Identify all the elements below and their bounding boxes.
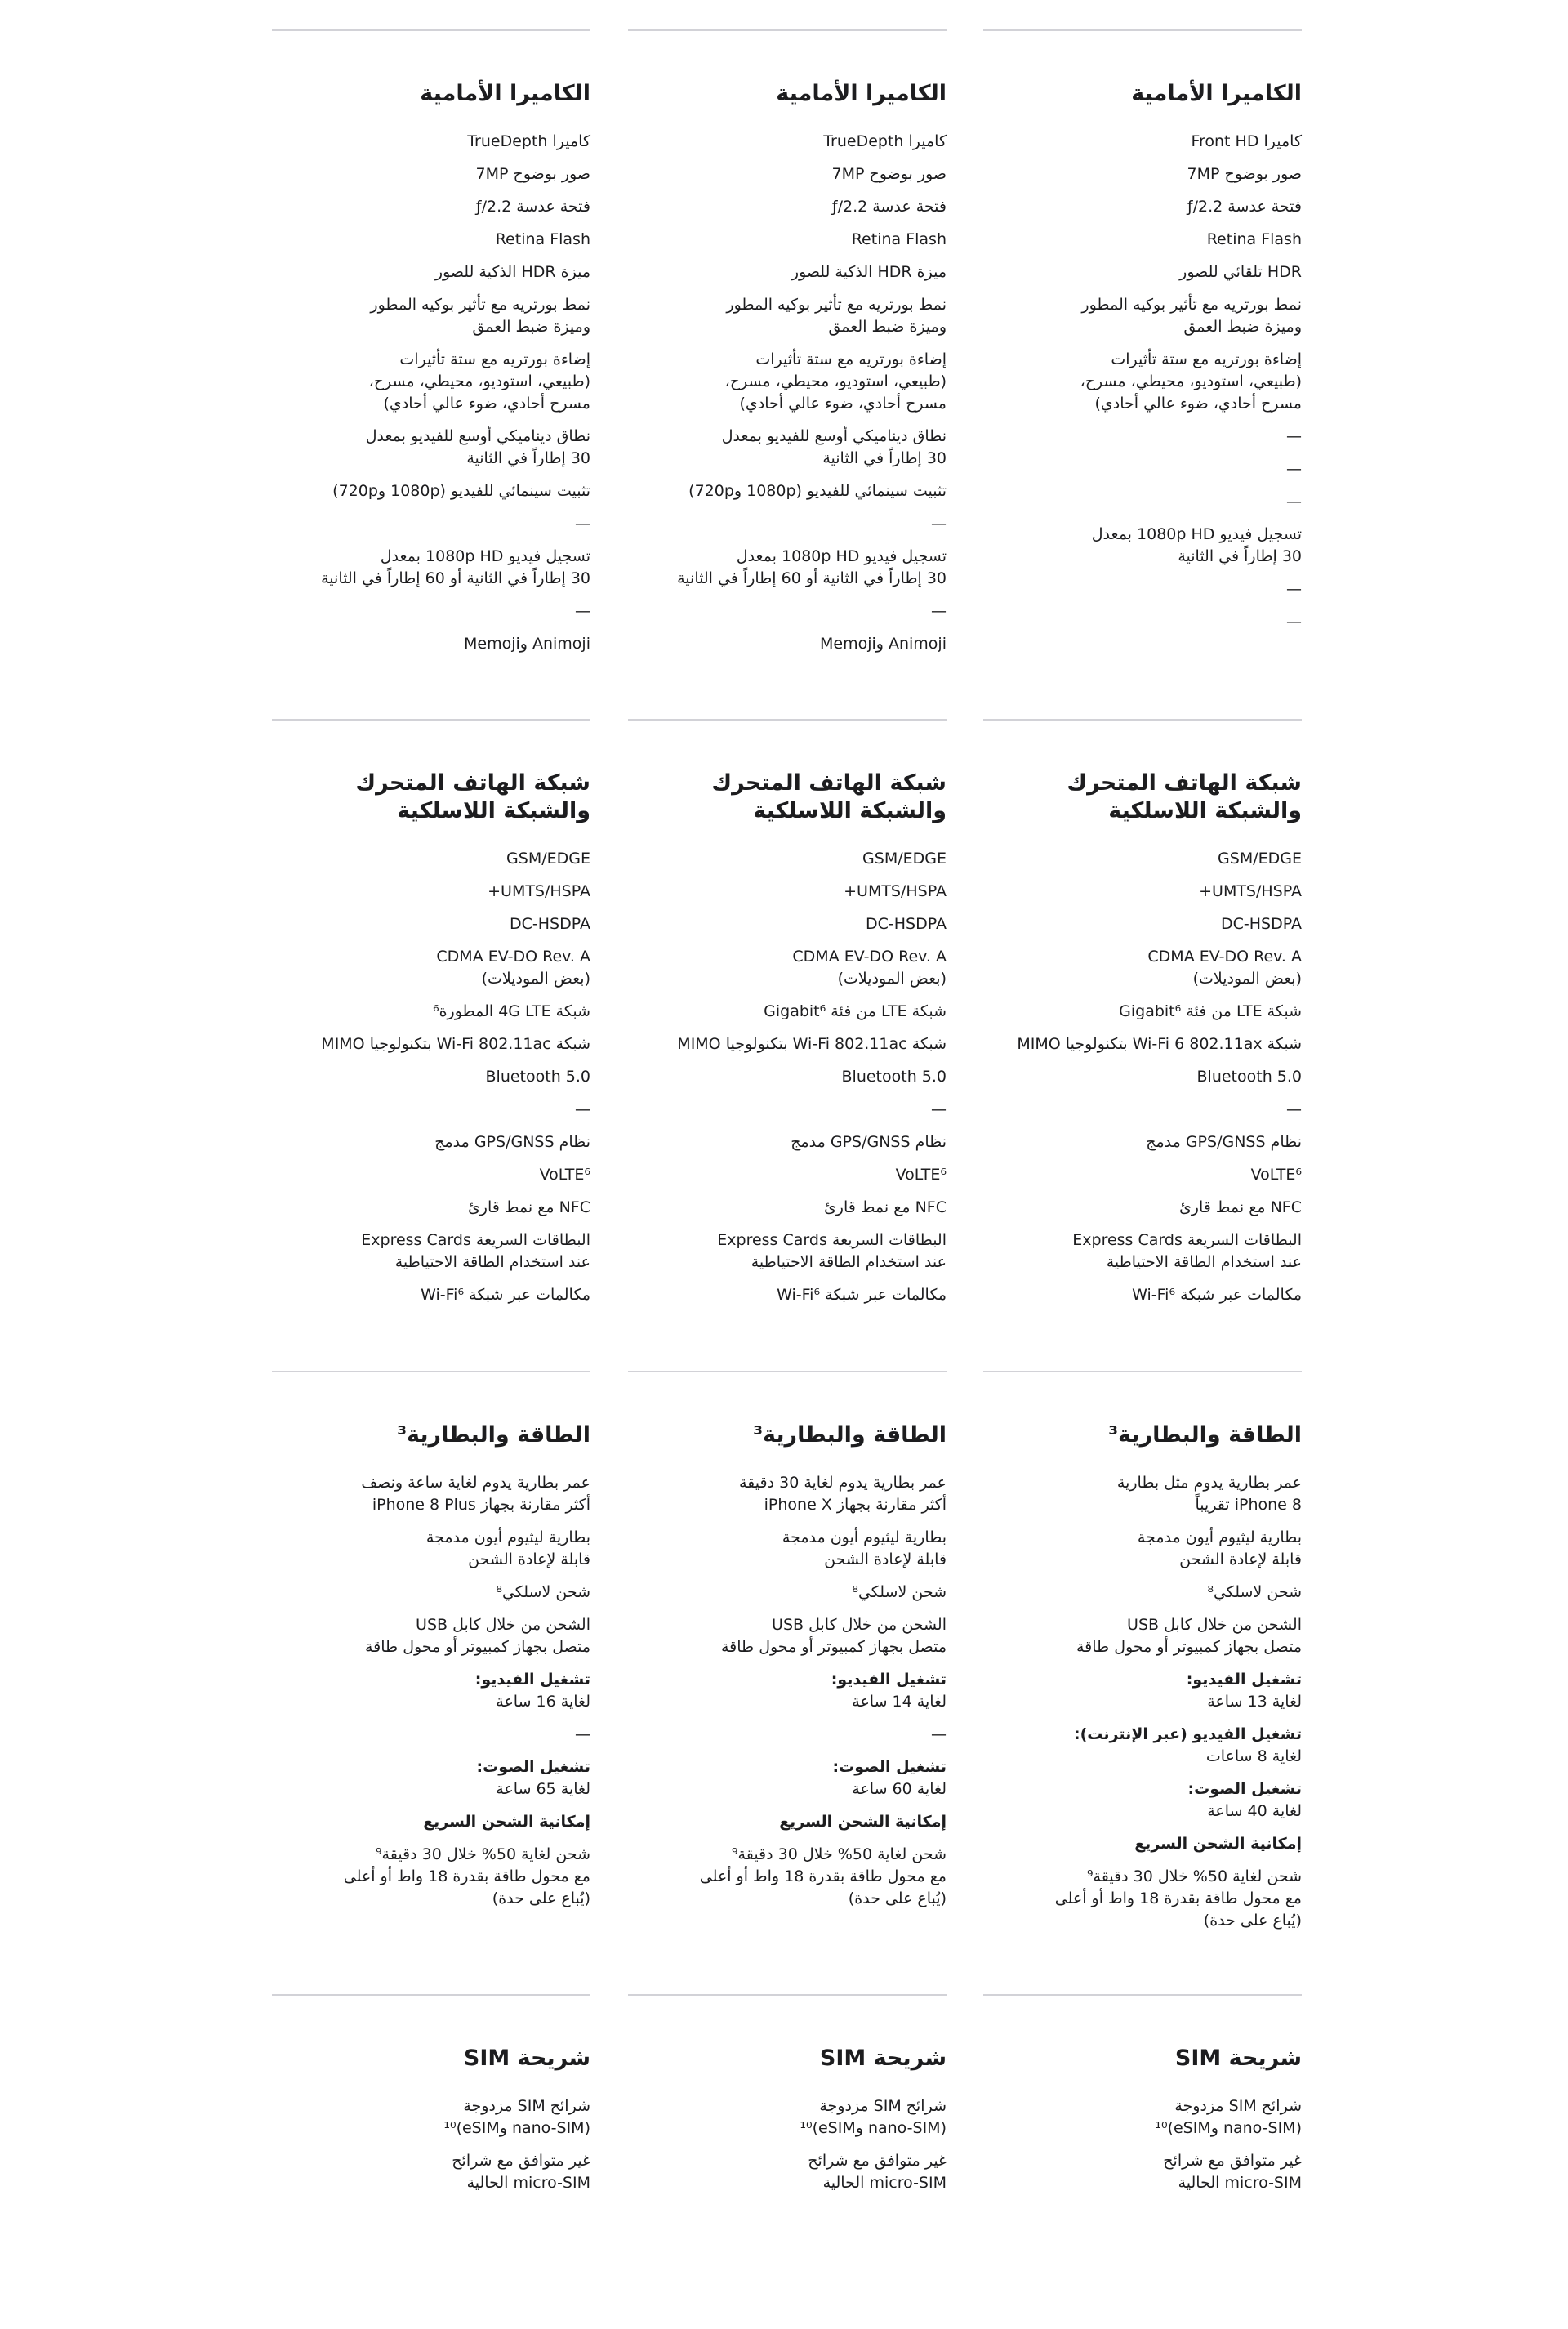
spec-item: غير متوافق مع شرائح micro-SIM الحالية bbox=[1163, 2152, 1302, 2192]
spec-item: — bbox=[575, 515, 590, 533]
section-title: شبكة الهاتف المتحرك والشبكة اللاسلكية bbox=[1067, 770, 1302, 823]
spec-item: GSM/EDGE bbox=[862, 850, 947, 868]
section-divider bbox=[272, 719, 590, 721]
section-title: شريحة SIM bbox=[1174, 2046, 1302, 2071]
section-title: الكاميرا الأمامية bbox=[420, 81, 590, 106]
spec-item: نطاق ديناميكي أوسع للفيديو بمعدل 30 إطاراً في الثانية bbox=[721, 427, 947, 467]
spec-label: تشغيل الفيديو: bbox=[474, 1671, 590, 1689]
spec-item: فتحة عدسة ƒ/2.2 bbox=[1187, 198, 1302, 216]
spec-item: إضاءة بورتريه مع ستة تأثيرات (طبيعي، استوديو، محيطي، مسرح، مسرح أحادي، ضوء عالي أحادي) bbox=[368, 350, 590, 413]
spec-item bbox=[628, 1582, 947, 1604]
section-divider bbox=[983, 29, 1302, 31]
spec-value: شحن لغاية 50% خلال 30 دقيقة⁹ مع محول طاقة بقدرة 18 واط أو أعلى (يُباع على حدة) bbox=[343, 1845, 590, 1907]
spec-item: Bluetooth 5.0 bbox=[485, 1068, 590, 1086]
spec-item: ميزة HDR الذكية للصور bbox=[434, 263, 590, 281]
spec-label: إمكانية الشحن السريع bbox=[423, 1813, 590, 1831]
section-title: الطاقة والبطارية³ bbox=[1108, 1422, 1302, 1448]
spec-label: إمكانية الشحن السريع bbox=[779, 1813, 947, 1831]
spec-value: لغاية 14 ساعة bbox=[852, 1693, 947, 1711]
spec-column-2 bbox=[628, 719, 947, 1317]
spec-item: — bbox=[1286, 580, 1302, 598]
section-title: شبكة الهاتف المتحرك والشبكة اللاسلكية bbox=[711, 770, 947, 823]
spec-item: مكالمات عبر شبكة Wi-Fi⁶ bbox=[1132, 1286, 1302, 1304]
spec-item bbox=[628, 1844, 947, 1910]
spec-item: — bbox=[1286, 613, 1302, 631]
spec-item: نظام GPS/GNSS مدمج bbox=[1146, 1133, 1302, 1151]
spec-value: لغاية 60 ساعة bbox=[852, 1780, 947, 1798]
spec-item: Retina Flash bbox=[851, 230, 947, 248]
section-divider bbox=[272, 1994, 590, 1996]
spec-column-1 bbox=[983, 1994, 1302, 2205]
spec-item: البطاقات السريعة Express Cards عند استخدام الطاقة الاحتياطية bbox=[717, 1231, 947, 1271]
spec-column-1 bbox=[983, 719, 1302, 1317]
spec-item bbox=[983, 1778, 1302, 1823]
spec-item bbox=[983, 1724, 1302, 1768]
spec-item bbox=[272, 1614, 590, 1658]
spec-value: لغاية 65 ساعة bbox=[496, 1780, 590, 1798]
section-divider bbox=[983, 719, 1302, 721]
spec-item: نمط بورتريه مع تأثير بوكيه المطور وميزة ضبط العمق bbox=[370, 296, 590, 336]
section-divider bbox=[628, 29, 947, 31]
spec-label: تشغيل الفيديو: bbox=[1186, 1671, 1302, 1689]
spec-label: إمكانية الشحن السريع bbox=[1134, 1835, 1302, 1853]
spec-item: تسجيل فيديو 1080p HD بمعدل 30 إطاراً في الثانية أو 60 إطاراً في الثانية bbox=[677, 547, 947, 587]
spec-item: DC-HSDPA bbox=[1221, 915, 1302, 933]
spec-item: — bbox=[575, 1100, 590, 1118]
spec-item: كاميرا Front HD bbox=[1191, 132, 1302, 150]
spec-item: شبكة 4G LTE المطورة⁶ bbox=[432, 1002, 590, 1020]
spec-item bbox=[983, 1669, 1302, 1713]
spec-value: شحن لاسلكي⁸ bbox=[1207, 1583, 1302, 1601]
spec-item: — bbox=[931, 1100, 947, 1118]
spec-item bbox=[983, 1866, 1302, 1932]
spec-item: شرائح SIM مزدوجة (nano-SIM وeSIM)¹⁰ bbox=[443, 2097, 590, 2137]
spec-value: شحن لغاية 50% خلال 30 دقيقة⁹ مع محول طاقة بقدرة 18 واط أو أعلى (يُباع على حدة) bbox=[699, 1845, 947, 1907]
spec-item: DC-HSDPA bbox=[510, 915, 590, 933]
spec-item bbox=[272, 1582, 590, 1604]
spec-item: — bbox=[931, 602, 947, 620]
spec-value: بطارية ليثيوم أيون مدمجة قابلة لإعادة الشحن bbox=[425, 1528, 590, 1568]
spec-item: شبكة LTE من فئة Gigabit⁶ bbox=[764, 1002, 947, 1020]
spec-item bbox=[628, 1724, 947, 1746]
spec-label: تشغيل الفيديو (عبر الإنترنت): bbox=[1074, 1725, 1302, 1743]
spec-item: Animoji وMemoji bbox=[819, 635, 947, 653]
spec-value: عمر بطارية يدوم مثل بطارية iPhone 8 تقريباً bbox=[1116, 1474, 1302, 1514]
spec-item: شبكة Wi-Fi 802.11ac بتكنولوجيا MIMO bbox=[321, 1035, 590, 1053]
spec-item: Retina Flash bbox=[495, 230, 590, 248]
spec-item: إضاءة بورتريه مع ستة تأثيرات (طبيعي، استوديو، محيطي، مسرح، مسرح أحادي، ضوء عالي أحادي) bbox=[724, 350, 947, 413]
spec-item bbox=[628, 1527, 947, 1571]
spec-item: GSM/EDGE bbox=[1218, 850, 1302, 868]
spec-item bbox=[628, 1669, 947, 1713]
spec-value: شحن لغاية 50% خلال 30 دقيقة⁹ مع محول طاقة بقدرة 18 واط أو أعلى (يُباع على حدة) bbox=[1054, 1867, 1302, 1930]
spec-item: DC-HSDPA bbox=[866, 915, 947, 933]
spec-item bbox=[272, 1756, 590, 1800]
spec-column-2 bbox=[628, 1994, 947, 2205]
spec-item: نظام GPS/GNSS مدمج bbox=[791, 1133, 947, 1151]
spec-value: عمر بطارية يدوم لغاية ساعة ونصف أكثر مقارنة بجهاز iPhone 8 Plus bbox=[361, 1474, 590, 1514]
spec-item bbox=[983, 1527, 1302, 1571]
spec-item: NFC مع نمط قارئ bbox=[467, 1198, 590, 1216]
spec-value: لغاية 40 ساعة bbox=[1207, 1802, 1302, 1820]
spec-item: HDR تلقائي للصور bbox=[1179, 263, 1302, 281]
spec-item: Bluetooth 5.0 bbox=[1196, 1068, 1302, 1086]
spec-value: الشحن من خلال كابل USB متصل بجهاز كمبيوتر أو محول طاقة bbox=[364, 1616, 590, 1656]
spec-item bbox=[272, 1844, 590, 1910]
spec-value: الشحن من خلال كابل USB متصل بجهاز كمبيوتر أو محول طاقة bbox=[1076, 1616, 1302, 1656]
spec-item: CDMA EV-DO Rev. A (بعض الموديلات) bbox=[1147, 948, 1302, 988]
spec-item bbox=[983, 1614, 1302, 1658]
spec-item: NFC مع نمط قارئ bbox=[1178, 1198, 1302, 1216]
spec-item: صور بوضوح 7MP bbox=[1187, 165, 1302, 183]
section-title: شريحة SIM bbox=[463, 2046, 590, 2071]
spec-value: شحن لاسلكي⁸ bbox=[852, 1583, 947, 1601]
spec-item: صور بوضوح 7MP bbox=[831, 165, 947, 183]
section-divider bbox=[272, 29, 590, 31]
spec-item: مكالمات عبر شبكة Wi-Fi⁶ bbox=[421, 1286, 590, 1304]
spec-item: تثبيت سينمائي للفيديو (1080p و720p) bbox=[332, 482, 590, 500]
section-divider bbox=[983, 1371, 1302, 1372]
spec-value: لغاية 13 ساعة bbox=[1207, 1693, 1302, 1711]
section-divider bbox=[272, 1371, 590, 1372]
spec-item: NFC مع نمط قارئ bbox=[823, 1198, 947, 1216]
spec-item bbox=[983, 1472, 1302, 1516]
spec-value: — bbox=[575, 1725, 590, 1743]
spec-item: كاميرا TrueDepth bbox=[823, 132, 947, 150]
spec-item: UMTS/HSPA+ bbox=[1199, 882, 1302, 900]
spec-item: — bbox=[1286, 427, 1302, 445]
spec-item: شبكة LTE من فئة Gigabit⁶ bbox=[1119, 1002, 1302, 1020]
spec-item: Retina Flash bbox=[1206, 230, 1302, 248]
section-title: الكاميرا الأمامية bbox=[776, 81, 947, 106]
spec-item: غير متوافق مع شرائح micro-SIM الحالية bbox=[808, 2152, 947, 2192]
spec-column-3 bbox=[272, 1371, 590, 1921]
spec-item: UMTS/HSPA+ bbox=[844, 882, 947, 900]
spec-item: — bbox=[1286, 1100, 1302, 1118]
section-divider bbox=[983, 1994, 1302, 1996]
spec-item: غير متوافق مع شرائح micro-SIM الحالية bbox=[452, 2152, 590, 2192]
spec-value: شحن لاسلكي⁸ bbox=[496, 1583, 590, 1601]
spec-item bbox=[628, 1756, 947, 1800]
spec-label: تشغيل الصوت: bbox=[832, 1758, 947, 1776]
spec-item: تسجيل فيديو 1080p HD بمعدل 30 إطاراً في الثانية أو 60 إطاراً في الثانية bbox=[321, 547, 590, 587]
spec-item: ميزة HDR الذكية للصور bbox=[791, 263, 947, 281]
spec-label: تشغيل الفيديو: bbox=[831, 1671, 947, 1689]
spec-item: VoLTE⁶ bbox=[539, 1166, 590, 1184]
section-divider bbox=[628, 719, 947, 721]
spec-item: شرائح SIM مزدوجة (nano-SIM وeSIM)¹⁰ bbox=[1155, 2097, 1302, 2137]
spec-item: نطاق ديناميكي أوسع للفيديو بمعدل 30 إطاراً في الثانية bbox=[365, 427, 590, 467]
spec-item: فتحة عدسة ƒ/2.2 bbox=[831, 198, 947, 216]
spec-item: Animoji وMemoji bbox=[463, 635, 590, 653]
spec-item: شبكة Wi-Fi 802.11ac بتكنولوجيا MIMO bbox=[677, 1035, 947, 1053]
spec-value: بطارية ليثيوم أيون مدمجة قابلة لإعادة الشحن bbox=[782, 1528, 947, 1568]
spec-value: الشحن من خلال كابل USB متصل بجهاز كمبيوتر أو محول طاقة bbox=[720, 1616, 947, 1656]
spec-item: شبكة Wi-Fi 6 802.11ax بتكنولوجيا MIMO bbox=[1017, 1035, 1302, 1053]
spec-item: GSM/EDGE bbox=[506, 850, 590, 868]
spec-column-2 bbox=[628, 29, 947, 666]
spec-item bbox=[272, 1527, 590, 1571]
spec-item: صور بوضوح 7MP bbox=[475, 165, 590, 183]
spec-item: VoLTE⁶ bbox=[895, 1166, 947, 1184]
spec-column-1 bbox=[983, 29, 1302, 644]
spec-item: — bbox=[1286, 493, 1302, 511]
spec-column-3 bbox=[272, 29, 590, 666]
spec-item: تسجيل فيديو 1080p HD بمعدل 30 إطاراً في الثانية bbox=[1091, 525, 1302, 565]
spec-value: — bbox=[931, 1725, 947, 1743]
spec-item bbox=[628, 1811, 947, 1833]
spec-item: — bbox=[575, 602, 590, 620]
spec-value: عمر بطارية يدوم لغاية 30 دقيقة أكثر مقارنة بجهاز iPhone X bbox=[738, 1474, 947, 1514]
spec-item: VoLTE⁶ bbox=[1250, 1166, 1302, 1184]
spec-item: مكالمات عبر شبكة Wi-Fi⁶ bbox=[777, 1286, 947, 1304]
section-divider bbox=[628, 1994, 947, 1996]
spec-item: البطاقات السريعة Express Cards عند استخدام الطاقة الاحتياطية bbox=[1072, 1231, 1302, 1271]
spec-item bbox=[272, 1811, 590, 1833]
spec-item: CDMA EV-DO Rev. A (بعض الموديلات) bbox=[436, 948, 590, 988]
section-title: شريحة SIM bbox=[819, 2046, 947, 2071]
spec-value: لغاية 8 ساعات bbox=[1205, 1747, 1302, 1765]
spec-item bbox=[272, 1472, 590, 1516]
spec-item: نظام GPS/GNSS مدمج bbox=[434, 1133, 590, 1151]
spec-item: كاميرا TrueDepth bbox=[467, 132, 590, 150]
spec-item bbox=[628, 1472, 947, 1516]
spec-item bbox=[628, 1614, 947, 1658]
spec-column-3 bbox=[272, 1994, 590, 2205]
spec-item: — bbox=[1286, 460, 1302, 478]
spec-item: تثبيت سينمائي للفيديو (1080p و720p) bbox=[688, 482, 947, 500]
spec-column-3 bbox=[272, 719, 590, 1317]
spec-item bbox=[983, 1833, 1302, 1855]
spec-column-1 bbox=[983, 1371, 1302, 1943]
section-title: الطاقة والبطارية³ bbox=[753, 1422, 947, 1448]
spec-value: لغاية 16 ساعة bbox=[496, 1693, 590, 1711]
spec-item: نمط بورتريه مع تأثير بوكيه المطور وميزة ضبط العمق bbox=[726, 296, 947, 336]
spec-item: البطاقات السريعة Express Cards عند استخدام الطاقة الاحتياطية bbox=[361, 1231, 590, 1271]
spec-item bbox=[272, 1669, 590, 1713]
spec-label: تشغيل الصوت: bbox=[476, 1758, 590, 1776]
spec-value: بطارية ليثيوم أيون مدمجة قابلة لإعادة الشحن bbox=[1137, 1528, 1302, 1568]
spec-item: Bluetooth 5.0 bbox=[841, 1068, 947, 1086]
spec-column-2 bbox=[628, 1371, 947, 1921]
spec-item: شرائح SIM مزدوجة (nano-SIM وeSIM)¹⁰ bbox=[800, 2097, 947, 2137]
spec-item bbox=[272, 1724, 590, 1746]
section-divider bbox=[628, 1371, 947, 1372]
spec-item bbox=[983, 1582, 1302, 1604]
spec-item: نمط بورتريه مع تأثير بوكيه المطور وميزة ضبط العمق bbox=[1081, 296, 1302, 336]
spec-item: إضاءة بورتريه مع ستة تأثيرات (طبيعي، استوديو، محيطي، مسرح، مسرح أحادي، ضوء عالي أحادي) bbox=[1080, 350, 1302, 413]
spec-label: تشغيل الصوت: bbox=[1187, 1780, 1302, 1798]
spec-item: CDMA EV-DO Rev. A (بعض الموديلات) bbox=[792, 948, 947, 988]
section-title: الكاميرا الأمامية bbox=[1131, 81, 1302, 106]
spec-item: فتحة عدسة ƒ/2.2 bbox=[475, 198, 590, 216]
spec-item: — bbox=[931, 515, 947, 533]
section-title: الطاقة والبطارية³ bbox=[397, 1422, 590, 1448]
section-title: شبكة الهاتف المتحرك والشبكة اللاسلكية bbox=[355, 770, 590, 823]
spec-item: UMTS/HSPA+ bbox=[488, 882, 590, 900]
